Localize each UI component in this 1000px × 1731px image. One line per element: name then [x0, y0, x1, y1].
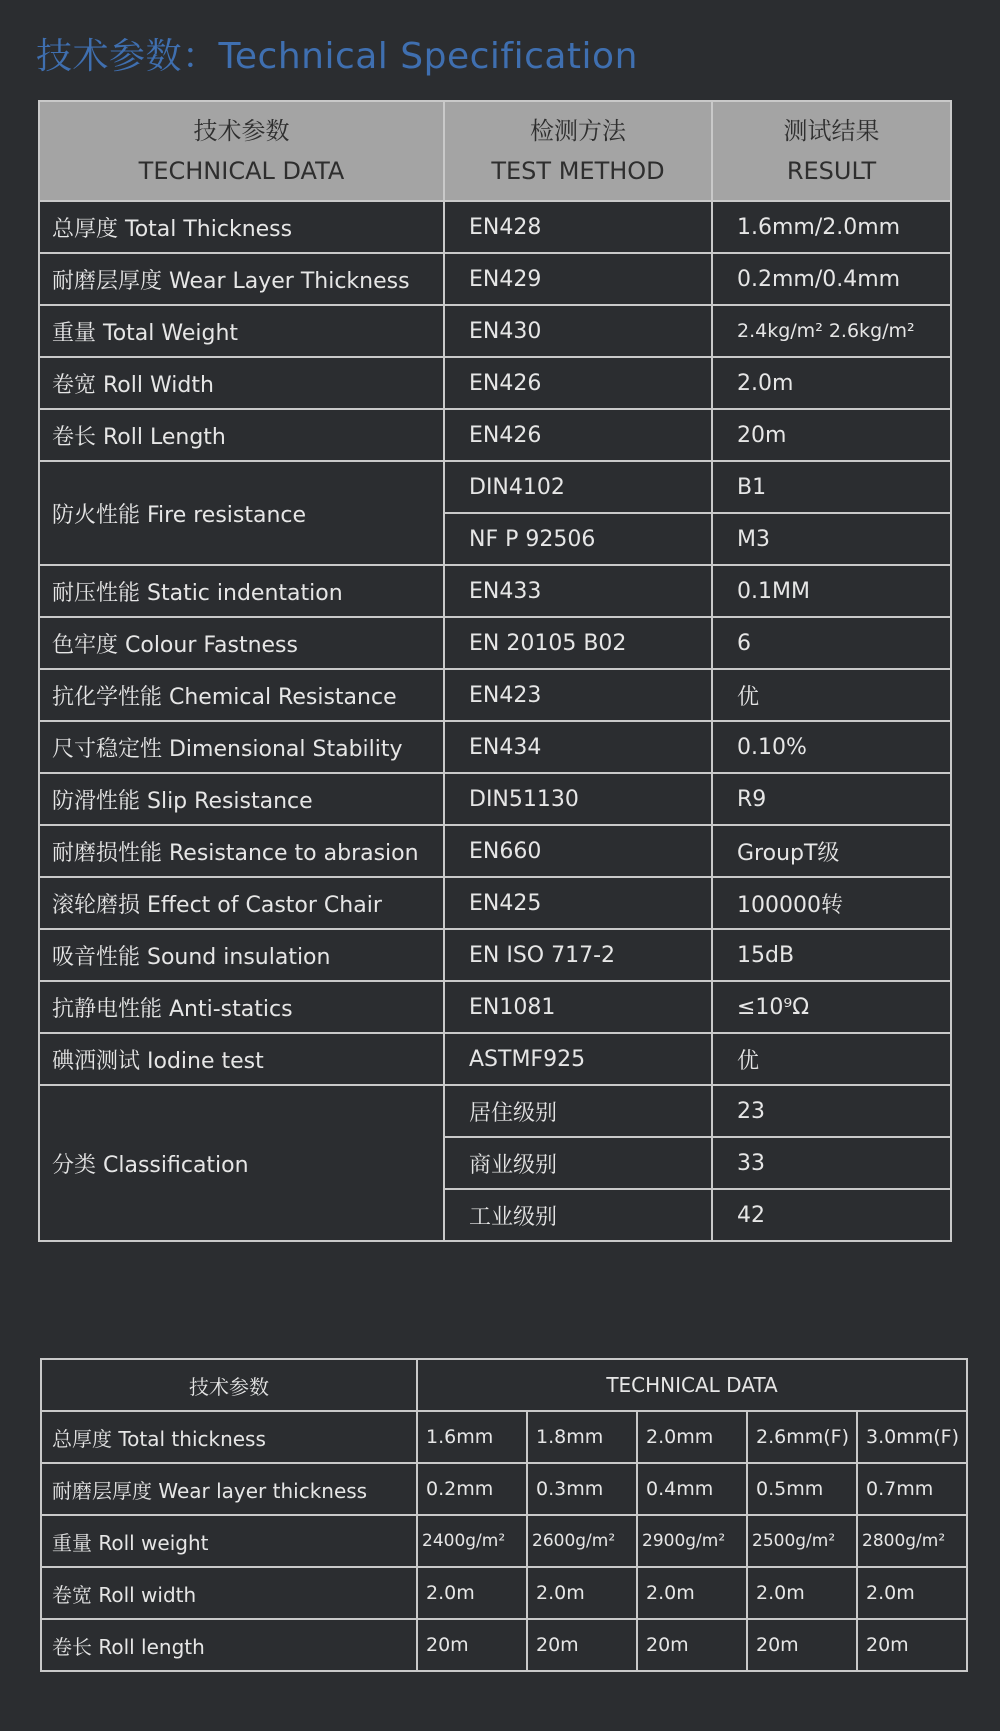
row-label: 耐磨层厚度 Wear Layer Thickness [39, 253, 444, 305]
row-label: 尺寸稳定性 Dimensional Stability [39, 721, 444, 773]
row-method: EN430 [444, 305, 712, 357]
table-row [39, 201, 951, 253]
row-method: EN423 [444, 669, 712, 721]
row-label: 色牢度 Colour Fastness [39, 617, 444, 669]
row-method: ASTMF925 [444, 1033, 712, 1085]
row-method: EN428 [444, 201, 712, 253]
row-method: EN1081 [444, 981, 712, 1033]
row-label: 抗静电性能 Anti-statics [39, 981, 444, 1033]
row-method: DIN4102 [444, 461, 712, 513]
header-technical-data: TECHNICAL DATA [417, 1359, 967, 1411]
row-value: 2500g/m² [747, 1515, 857, 1567]
row-label: 耐压性能 Static indentation [39, 565, 444, 617]
row-method: DIN51130 [444, 773, 712, 825]
row-value: 2900g/m² [637, 1515, 747, 1567]
row-method: EN 20105 B02 [444, 617, 712, 669]
row-value: 20m [417, 1619, 527, 1671]
table-row [39, 305, 951, 357]
row-result: 42 [712, 1189, 951, 1241]
row-method: 居住级别 [444, 1085, 712, 1137]
row-value: 1.8mm [527, 1411, 637, 1463]
row-method: 商业级别 [444, 1137, 712, 1189]
row-value: 2600g/m² [527, 1515, 637, 1567]
row-value: 2.0m [527, 1567, 637, 1619]
table-row [39, 1033, 951, 1085]
row-result: GroupT级 [712, 825, 951, 877]
technical-spec-table [38, 100, 952, 1242]
row-result: 33 [712, 1137, 951, 1189]
table-row [39, 357, 951, 409]
row-result: 2.0m [712, 357, 951, 409]
row-value: 2.6mm(F) [747, 1411, 857, 1463]
table-row [39, 825, 951, 877]
row-label: 碘洒测试 Iodine test [39, 1033, 444, 1085]
row-value: 2800g/m² [857, 1515, 967, 1567]
table-row [39, 877, 951, 929]
row-label: 分类 Classification [39, 1085, 444, 1241]
row-result: 2.4kg/m² 2.6kg/m² [712, 305, 951, 357]
table-row [41, 1515, 967, 1567]
row-method: EN429 [444, 253, 712, 305]
row-value: 0.7mm [857, 1463, 967, 1515]
row-value: 20m [527, 1619, 637, 1671]
row-label: 重量 Total Weight [39, 305, 444, 357]
row-result: 0.10% [712, 721, 951, 773]
row-result: 23 [712, 1085, 951, 1137]
row-result: 1.6mm/2.0mm [712, 201, 951, 253]
row-label: 重量 Roll weight [41, 1515, 417, 1567]
table-row [39, 461, 951, 513]
table-row [41, 1411, 967, 1463]
row-result: 15dB [712, 929, 951, 981]
table-row [39, 721, 951, 773]
table-row [41, 1463, 967, 1515]
row-value: 0.3mm [527, 1463, 637, 1515]
row-value: 3.0mm(F) [857, 1411, 967, 1463]
row-label: 卷宽 Roll Width [39, 357, 444, 409]
row-label: 卷长 Roll length [41, 1619, 417, 1671]
table-row [39, 929, 951, 981]
row-value: 20m [857, 1619, 967, 1671]
row-value: 20m [747, 1619, 857, 1671]
row-label: 总厚度 Total thickness [41, 1411, 417, 1463]
table-row [39, 565, 951, 617]
row-method: EN660 [444, 825, 712, 877]
row-method: EN433 [444, 565, 712, 617]
table-row [39, 409, 951, 461]
page-title: 技术参数：Technical Specification [36, 36, 638, 77]
table-header-row [41, 1359, 967, 1411]
row-label: 卷宽 Roll width [41, 1567, 417, 1619]
product-dimensions-table [40, 1358, 968, 1672]
header-result: 测试结果 RESULT [712, 101, 951, 201]
row-label: 耐磨层厚度 Wear layer thickness [41, 1463, 417, 1515]
row-value: 0.2mm [417, 1463, 527, 1515]
row-value: 2400g/m² [417, 1515, 527, 1567]
row-value: 1.6mm [417, 1411, 527, 1463]
row-result: 100000转 [712, 877, 951, 929]
row-value: 2.0m [637, 1567, 747, 1619]
row-value: 0.4mm [637, 1463, 747, 1515]
row-result: ≤10⁹Ω [712, 981, 951, 1033]
table-row [41, 1567, 967, 1619]
header-technical-data: 技术参数 TECHNICAL DATA [39, 101, 444, 201]
row-result: 0.1MM [712, 565, 951, 617]
row-result: 0.2mm/0.4mm [712, 253, 951, 305]
table-row [39, 669, 951, 721]
row-label: 吸音性能 Sound insulation [39, 929, 444, 981]
row-method: EN434 [444, 721, 712, 773]
table-row [39, 1085, 951, 1137]
row-value: 2.0m [417, 1567, 527, 1619]
row-method: NF P 92506 [444, 513, 712, 565]
row-result: 20m [712, 409, 951, 461]
row-label: 滚轮磨损 Effect of Castor Chair [39, 877, 444, 929]
table-row [39, 253, 951, 305]
row-label: 抗化学性能 Chemical Resistance [39, 669, 444, 721]
row-result: M3 [712, 513, 951, 565]
row-label: 卷长 Roll Length [39, 409, 444, 461]
row-result: 6 [712, 617, 951, 669]
header-technical-params: 技术参数 [41, 1359, 417, 1411]
row-result: 优 [712, 1033, 951, 1085]
row-result: B1 [712, 461, 951, 513]
row-method: EN426 [444, 409, 712, 461]
row-value: 2.0m [857, 1567, 967, 1619]
row-method: EN425 [444, 877, 712, 929]
header-test-method: 检测方法 TEST METHOD [444, 101, 712, 201]
row-value: 2.0m [747, 1567, 857, 1619]
row-label: 防滑性能 Slip Resistance [39, 773, 444, 825]
row-value: 20m [637, 1619, 747, 1671]
table-row [39, 617, 951, 669]
row-value: 0.5mm [747, 1463, 857, 1515]
table-row [39, 773, 951, 825]
row-method: 工业级别 [444, 1189, 712, 1241]
row-method: EN426 [444, 357, 712, 409]
row-result: 优 [712, 669, 951, 721]
row-value: 2.0mm [637, 1411, 747, 1463]
table-row [39, 981, 951, 1033]
row-label: 防火性能 Fire resistance [39, 461, 444, 565]
table-row [41, 1619, 967, 1671]
row-label: 总厚度 Total Thickness [39, 201, 444, 253]
row-method: EN ISO 717-2 [444, 929, 712, 981]
row-label: 耐磨损性能 Resistance to abrasion [39, 825, 444, 877]
row-result: R9 [712, 773, 951, 825]
table-header-row [39, 101, 951, 201]
